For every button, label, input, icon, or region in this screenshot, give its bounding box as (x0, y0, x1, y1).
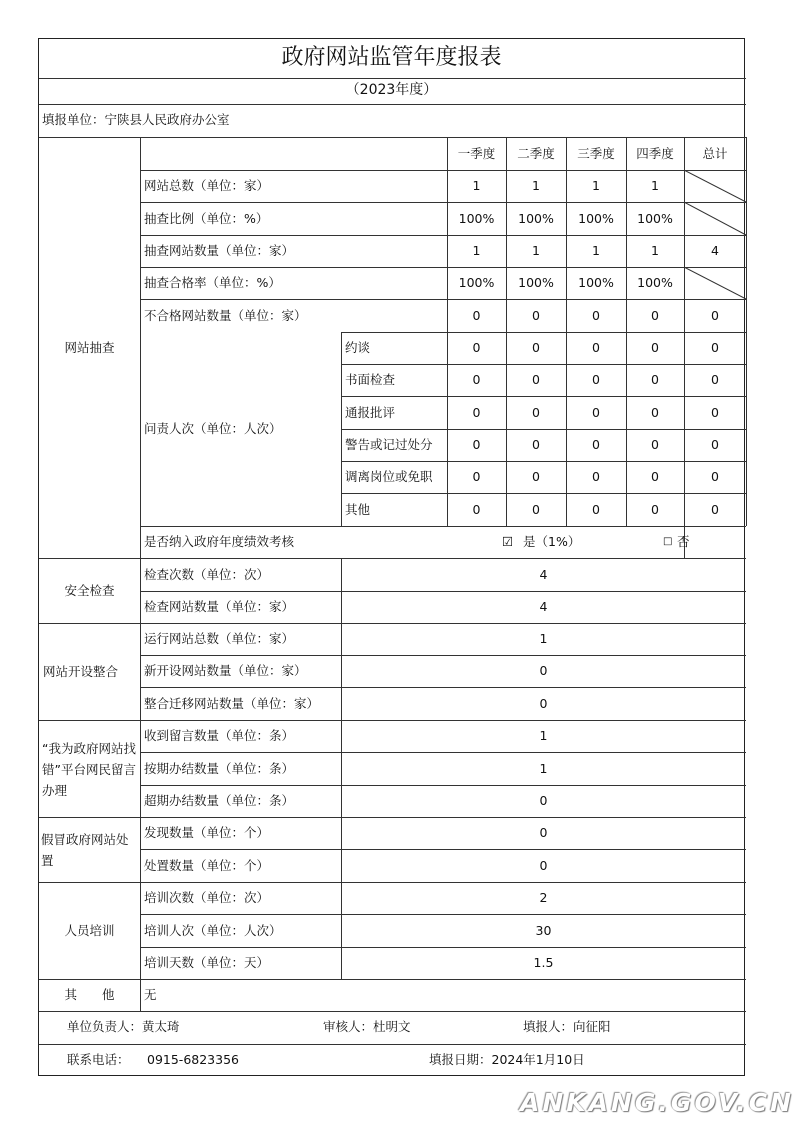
quarter-value: 0 (532, 340, 540, 355)
reviewer: 审核人：杜明文 (323, 1019, 411, 1034)
row-divider (39, 882, 746, 883)
quarter-value: 1 (472, 243, 481, 258)
quarter-value: 0 (711, 501, 719, 517)
assessment-no-label: 否 (677, 534, 690, 549)
column-header-3: 三季度 (577, 145, 615, 161)
accountability-label: 问责人次（单位：人次） (144, 421, 282, 436)
accountability-row-label: 调离岗位或免职 (345, 469, 433, 484)
row-divider (140, 947, 746, 948)
row-divider (341, 396, 746, 397)
phone-number: 0915-6823356 (147, 1052, 239, 1067)
section-label: 假冒政府网站处置 (41, 831, 129, 868)
quarter-value: 1 (472, 178, 481, 193)
quarter-value: 1 (592, 243, 600, 258)
column-header-5: 总计 (702, 145, 728, 161)
assessment-yes-label: 是（1%） (523, 534, 581, 549)
section-row-label: 新开设网站数量（单位：家） (144, 663, 307, 678)
section-row-label: 收到留言数量（单位：条） (144, 728, 295, 743)
quarter-value: 0 (711, 340, 719, 355)
accountability-row-label: 通报批评 (345, 404, 396, 420)
empty-cell-diagonal (684, 202, 746, 235)
quarter-value: 0 (532, 501, 540, 517)
quarter-value: 0 (592, 307, 600, 323)
row-divider (39, 78, 746, 79)
assessment-label: 是否纳入政府年度绩效考核 (144, 534, 295, 549)
quarter-value: 100% (578, 210, 614, 226)
quarter-value: 0 (472, 307, 481, 323)
column-divider (140, 979, 141, 1011)
row-divider (140, 687, 746, 688)
quarter-value: 0 (651, 340, 659, 355)
inspection-row-label: 抽查合格率（单位：%） (144, 275, 281, 290)
section-row-value: 1 (539, 728, 548, 743)
quarter-value: 1 (651, 178, 659, 193)
row-divider (39, 1044, 746, 1045)
quarter-value: 0 (711, 437, 719, 452)
quarter-value: 100% (458, 210, 495, 226)
row-divider (39, 979, 746, 980)
quarter-value: 100% (637, 210, 673, 226)
section-row-label: 整合迁移网站数量（单位：家） (144, 695, 320, 711)
accountability-row-label: 其他 (345, 501, 371, 517)
quarter-value: 0 (651, 404, 659, 420)
quarter-value: 0 (532, 469, 540, 484)
quarter-value: 0 (592, 340, 600, 355)
quarter-value: 0 (711, 469, 719, 484)
column-divider (140, 137, 141, 558)
quarter-value: 0 (592, 372, 600, 387)
section-label: 人员培训 (64, 922, 115, 938)
empty-cell-diagonal (684, 267, 746, 299)
section-label-inspection: 网站抽查 (64, 339, 115, 355)
checkbox-no-icon: □ (663, 536, 673, 547)
column-header-4: 四季度 (636, 145, 674, 161)
quarter-value: 0 (532, 437, 540, 452)
section-row-value: 4 (539, 599, 548, 614)
quarter-value: 0 (651, 437, 659, 452)
column-divider (341, 332, 342, 526)
row-divider (341, 364, 746, 365)
quarter-value: 0 (532, 372, 540, 387)
section-row-label: 培训天数（单位：天） (144, 955, 270, 970)
section-row-label: 按期办结数量（单位：条） (144, 760, 295, 776)
quarter-value: 1 (532, 178, 540, 193)
row-divider (140, 299, 746, 300)
row-divider (341, 461, 746, 462)
checkbox-yes-icon: ☑ (502, 534, 514, 549)
site-watermark: ANKANG.GOV.CN (520, 1088, 795, 1117)
row-divider (140, 752, 746, 753)
row-divider (39, 104, 746, 105)
report-year: （2023年度） (345, 82, 438, 98)
column-divider (140, 623, 141, 720)
section-row-label: 运行网站总数（单位：家） (144, 631, 295, 646)
section-label: “我为政府网站找错”平台网民留言办理 (42, 740, 136, 798)
row-divider (140, 914, 746, 915)
row-divider (140, 655, 746, 656)
quarter-value: 0 (472, 437, 481, 452)
section-row-label: 培训次数（单位：次） (144, 890, 270, 905)
quarter-value: 100% (637, 275, 673, 290)
quarter-value: 1 (651, 243, 659, 258)
column-divider (140, 882, 141, 979)
section-row-value: 2 (539, 890, 548, 905)
section-row-value: 1 (539, 760, 548, 776)
section-row-value: 1 (539, 631, 548, 646)
section-row-value: 4 (539, 566, 548, 582)
quarter-value: 0 (651, 372, 659, 387)
quarter-value: 0 (472, 404, 481, 420)
column-divider (566, 137, 567, 526)
row-divider (39, 1011, 746, 1012)
quarter-value: 0 (592, 501, 600, 517)
phone-label: 联系电话： (67, 1052, 130, 1067)
column-divider (506, 137, 507, 526)
quarter-value: 0 (472, 372, 481, 387)
accountability-row-label: 约谈 (345, 340, 371, 355)
quarter-value: 0 (592, 469, 600, 484)
report-title: 政府网站监管年度报表 (281, 45, 502, 70)
inspection-row-label: 不合格网站数量（单位：家） (144, 307, 307, 323)
section-row-value: 30 (535, 922, 552, 938)
section-row-value: 1.5 (533, 955, 554, 970)
section-row-value: 0 (539, 857, 548, 873)
row-divider (140, 785, 746, 786)
column-divider (626, 137, 627, 526)
quarter-value: 100% (458, 275, 495, 290)
unit-leader: 单位负责人：黄太琦 (67, 1019, 180, 1034)
row-divider (341, 493, 746, 494)
row-divider (39, 558, 746, 559)
row-divider (140, 170, 746, 171)
quarter-value: 0 (592, 404, 600, 420)
quarter-value: 0 (472, 340, 481, 355)
row-divider (39, 623, 746, 624)
quarter-value: 0 (651, 307, 659, 323)
quarter-value: 0 (592, 437, 600, 452)
section-row-label: 培训人次（单位：人次） (144, 922, 282, 938)
column-header-1: 一季度 (457, 145, 496, 161)
quarter-value: 0 (711, 404, 719, 420)
section-row-value: 0 (539, 793, 548, 808)
section-row-label: 发现数量（单位：个） (144, 825, 270, 840)
report-date: 填报日期：2024年1月10日 (429, 1052, 585, 1067)
annual-report-table (38, 38, 745, 1076)
row-divider (140, 526, 746, 527)
quarter-value: 0 (472, 469, 481, 484)
quarter-value: 4 (711, 243, 719, 258)
row-divider (140, 849, 746, 850)
column-header-2: 二季度 (517, 145, 555, 161)
quarter-value: 0 (532, 404, 540, 420)
section-row-value: 0 (539, 825, 548, 840)
column-divider (140, 720, 141, 817)
row-divider (140, 202, 746, 203)
accountability-row-label: 警告或记过处分 (345, 437, 433, 452)
inspection-row-label: 抽查网站数量（单位：家） (144, 243, 295, 258)
inspection-row-label: 抽查比例（单位：%） (144, 210, 269, 226)
section-row-label: 处置数量（单位：个） (144, 857, 270, 873)
row-divider (341, 332, 746, 333)
quarter-value: 100% (518, 210, 554, 226)
inspection-row-label: 网站总数（单位：家） (144, 178, 270, 193)
accountability-row-label: 书面检查 (345, 372, 396, 387)
quarter-value: 0 (472, 501, 481, 517)
row-divider (39, 720, 746, 721)
section-row-label: 超期办结数量（单位：条） (144, 793, 295, 808)
quarter-value: 0 (711, 307, 719, 323)
section-label: 安全检查 (64, 582, 115, 598)
row-divider (140, 267, 746, 268)
filler: 填报人：向征阳 (523, 1019, 611, 1034)
section-label: 网站开设整合 (43, 663, 119, 679)
other-value: 无 (144, 987, 157, 1002)
quarter-value: 0 (651, 469, 659, 484)
quarter-value: 100% (578, 275, 614, 290)
quarter-value: 1 (532, 243, 540, 258)
row-divider (39, 137, 746, 138)
column-divider (447, 137, 448, 526)
column-divider (746, 137, 747, 526)
row-divider (341, 429, 746, 430)
other-label: 其 他 (64, 987, 115, 1002)
quarter-value: 0 (711, 372, 719, 387)
quarter-value: 1 (592, 178, 600, 193)
row-divider (140, 235, 746, 236)
section-row-value: 0 (539, 695, 548, 711)
empty-cell-diagonal (684, 170, 746, 202)
row-divider (39, 817, 746, 818)
section-row-value: 0 (539, 663, 548, 678)
quarter-value: 0 (532, 307, 540, 323)
section-row-label: 检查次数（单位：次） (144, 566, 270, 582)
section-row-label: 检查网站数量（单位：家） (144, 599, 295, 614)
row-divider (140, 591, 746, 592)
reporting-unit: 填报单位：宁陕县人民政府办公室 (42, 112, 230, 127)
quarter-value: 100% (518, 275, 554, 290)
quarter-value: 0 (651, 501, 659, 517)
